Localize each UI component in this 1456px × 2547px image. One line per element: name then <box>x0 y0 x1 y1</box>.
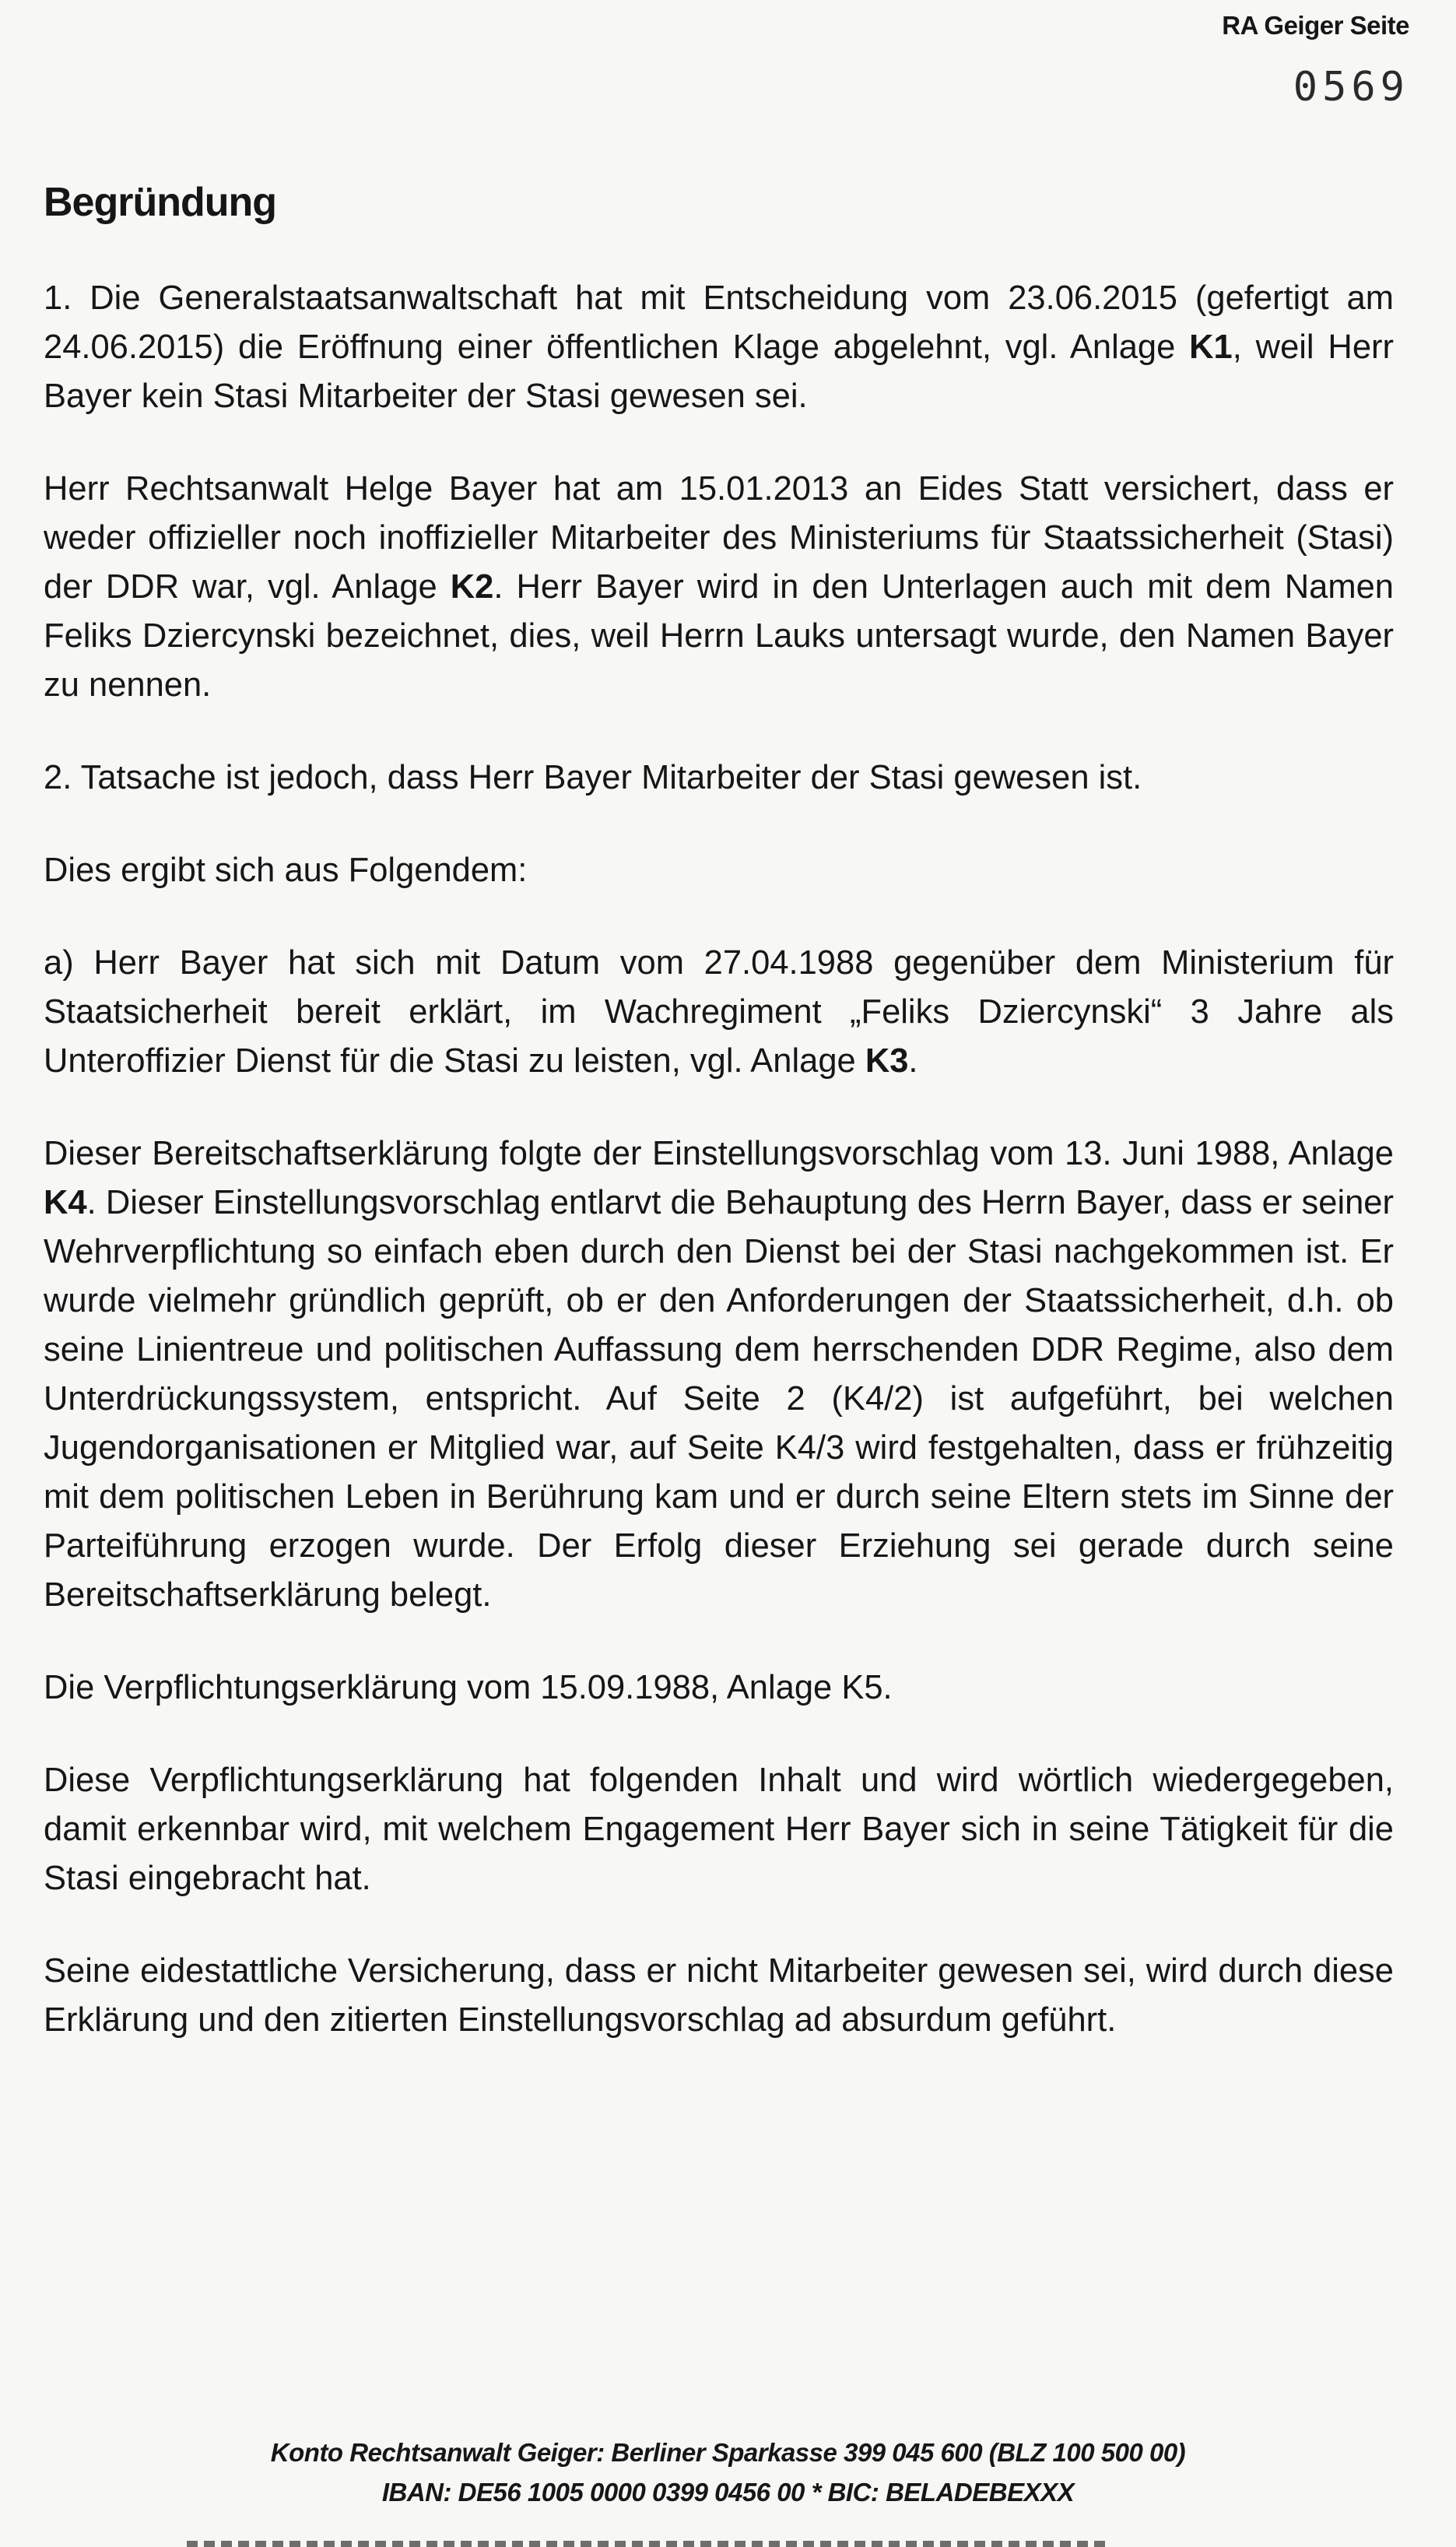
annex-ref-k4: K4 <box>44 1184 87 1221</box>
paragraph-6: Dieser Bereitschaftserklärung folgte der Einstellungsvorschlag vom 13. Juni 1988, Anlage K4. Dieser Einstellungsvorschlag entlarvt die Behauptung des Herrn Bayer, dass er seiner Wehrverpflichtung so einfach eben durch den Dienst bei der Stasi nachgekommen ist. Er wurde vielmehr gründlich geprüft, ob er den Anforderungen der Staatssicherheit, d.h. ob seine Linientreue und politischen Auffassung dem herrschenden DDR Regime, also dem Unterdrückungssystem, entspricht. Auf Seite 2 (K4/2) ist aufgeführt, bei welchen Jugendorganisationen er Mitglied war, auf Seite K4/3 wird festgehalten, dass er frühzeitig mit dem politischen Leben in Berührung kam und er durch seine Eltern stets im Sinne der Parteiführung erzogen wurde. Der Erfolg dieser Erziehung sei gerade durch seine Bereitschaftserklärung belegt. <box>44 1135 1394 1614</box>
document-title: Begründung <box>44 180 277 225</box>
annex-ref-k3: K3 <box>865 1042 909 1080</box>
paragraph-2: Herr Rechtsanwalt Helge Bayer hat am 15.01.2013 an Eides Statt versichert, dass er weder offizieller noch inoffizieller Mitarbeiter des Ministeriums für Staatssicherheit (Stasi) der DDR war, vgl. Anlage K2. Herr Bayer wird in den Unterlagen auch mit dem Namen Feliks Dziercynski bezeichnet, dies, weil Herrn Lauks untersagt wurde, den Namen Bayer zu nennen. <box>44 470 1394 704</box>
header-label: RA Geiger Seite <box>1222 11 1409 40</box>
page-footer <box>0 2433 1456 2512</box>
paragraph-8: Diese Verpflichtungserklärung hat folgenden Inhalt und wird wörtlich wiedergegeben, damit erkennbar wird, mit welchem Engagement Herr Bayer sich in seine Tätigkeit für die Stasi eingebracht hat. <box>44 1762 1394 1897</box>
footer-cut-off-line <box>187 2531 1105 2547</box>
annex-ref-k1: K1 <box>1189 328 1233 366</box>
footer-iban: IBAN: DE56 1005 0000 0399 0456 00 * BIC: BELADEBEXXX <box>381 2478 1075 2507</box>
paragraph-4: Dies ergibt sich aus Folgendem: <box>44 852 528 889</box>
footer-bank-account: Konto Rechtsanwalt Geiger: Berliner Sparkasse 399 045 600 (BLZ 100 500 00) <box>270 2438 1186 2467</box>
paragraph-3: 2. Tatsache ist jedoch, dass Herr Bayer Mitarbeiter der Stasi gewesen ist. <box>44 759 1142 796</box>
document-body <box>44 179 1394 2089</box>
paragraph-5: a) Herr Bayer hat sich mit Datum vom 27.04.1988 gegenüber dem Ministerium für Staatsicherheit bereit erklärt, im Wachregiment „Feliks Dziercynski“ 3 Jahre als Unteroffizier Dienst für die Stasi zu leisten, vgl. Anlage K3. <box>44 944 1394 1080</box>
paragraph-7: Die Verpflichtungserklärung vom 15.09.1988, Anlage K5. <box>44 1669 893 1706</box>
page-number: 0569 <box>1293 64 1409 111</box>
paragraph-9: Seine eidestattliche Versicherung, dass er nicht Mitarbeiter gewesen sei, wird durch diese Erklärung und den zitierten Einstellungsvorschlag ad absurdum geführt. <box>44 1952 1394 2039</box>
paragraph-1: 1. Die Generalstaatsanwaltschaft hat mit Entscheidung vom 23.06.2015 (gefertigt am 24.06.2015) die Eröffnung einer öffentlichen Klage abgelehnt, vgl. Anlage K1, weil Herr Bayer kein Stasi Mitarbeiter der Stasi gewesen sei. <box>44 279 1394 415</box>
page-header <box>1222 11 1409 111</box>
annex-ref-k2: K2 <box>450 568 494 606</box>
